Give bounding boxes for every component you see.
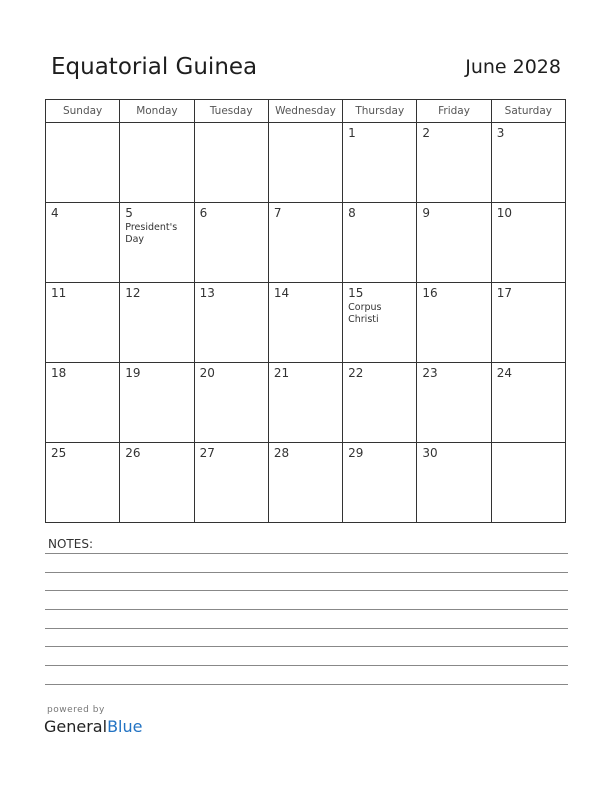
day-number: 19	[125, 366, 141, 380]
day-cell	[194, 203, 268, 283]
day-cell	[46, 203, 120, 283]
day-number: 7	[273, 206, 282, 220]
calendar-title: Equatorial Guinea	[51, 54, 258, 80]
brand-blue-text: Blue	[107, 717, 143, 736]
day-number: 21	[273, 366, 290, 380]
weekday-friday: Friday	[417, 100, 491, 123]
note-line	[45, 609, 568, 610]
day-number: 28	[273, 446, 290, 460]
day-number: 12	[125, 286, 141, 300]
day-cell	[194, 283, 268, 363]
day-number: 3	[496, 126, 505, 140]
day-number: 10	[496, 206, 512, 220]
day-cell	[194, 443, 268, 523]
day-number: 5	[125, 206, 133, 220]
day-cell	[417, 203, 491, 283]
day-number: 23	[422, 366, 438, 380]
day-cell	[46, 443, 120, 523]
note-line	[45, 590, 568, 591]
day-number: 25	[51, 446, 67, 460]
day-number: 30	[422, 446, 438, 460]
day-cell	[417, 283, 491, 363]
day-number: 29	[348, 446, 364, 460]
note-line	[45, 553, 568, 554]
week-row	[46, 443, 566, 523]
day-cell	[268, 203, 342, 283]
day-number: 15	[348, 286, 364, 300]
day-number: 6	[199, 206, 208, 220]
day-cell	[46, 363, 120, 443]
day-cell	[491, 363, 565, 443]
day-number: 9	[422, 206, 431, 220]
day-cell	[46, 283, 120, 363]
note-line	[45, 684, 568, 685]
calendar-grid	[45, 99, 566, 523]
note-line	[45, 665, 568, 666]
day-cell	[343, 443, 417, 523]
day-number: 27	[199, 446, 215, 460]
day-cell	[46, 123, 120, 203]
weekday-sunday: Sunday	[46, 100, 120, 123]
day-cell	[491, 443, 565, 523]
day-cell	[194, 123, 268, 203]
week-row	[46, 363, 566, 443]
day-number: 4	[51, 206, 59, 220]
weekday-saturday: Saturday	[491, 100, 565, 123]
day-cell	[343, 283, 417, 363]
note-line	[45, 628, 568, 629]
day-cell	[417, 123, 491, 203]
weekday-monday: Monday	[120, 100, 194, 123]
day-number: 20	[199, 366, 215, 380]
day-cell	[120, 443, 194, 523]
day-cell	[417, 363, 491, 443]
day-cell	[268, 443, 342, 523]
day-cell	[194, 363, 268, 443]
day-number: 8	[348, 206, 356, 220]
day-number: 16	[422, 286, 438, 300]
day-number: 1	[348, 126, 356, 140]
day-number: 18	[51, 366, 67, 380]
day-number: 14	[273, 286, 290, 300]
week-row	[46, 123, 566, 203]
weekday-wednesday: Wednesday	[268, 100, 342, 123]
note-line	[45, 646, 568, 647]
week-row	[46, 203, 566, 283]
weekday-tuesday: Tuesday	[194, 100, 268, 123]
day-number: 22	[348, 366, 364, 380]
generalblue-logo[interactable]	[44, 717, 142, 736]
day-cell	[343, 203, 417, 283]
day-number: 17	[496, 286, 512, 300]
week-row	[46, 283, 566, 363]
day-cell	[268, 283, 342, 363]
day-cell	[120, 363, 194, 443]
day-cell	[343, 363, 417, 443]
day-cell	[120, 123, 194, 203]
weekday-thursday: Thursday	[343, 100, 417, 123]
day-cell	[491, 203, 565, 283]
day-cell	[120, 203, 194, 283]
day-number: 26	[125, 446, 141, 460]
holiday-label: President's Day	[125, 222, 178, 245]
notes-label: NOTES:	[48, 537, 93, 551]
day-number: 11	[51, 286, 67, 300]
note-line	[45, 572, 568, 573]
day-cell	[491, 283, 565, 363]
brand-general-text: General	[44, 717, 108, 736]
day-cell	[268, 363, 342, 443]
day-number: 13	[199, 286, 215, 300]
weekday-header-row	[46, 100, 566, 123]
day-cell	[417, 443, 491, 523]
holiday-label: Corpus Christi	[348, 302, 382, 325]
day-number: 2	[422, 126, 431, 140]
day-cell	[120, 283, 194, 363]
day-cell	[268, 123, 342, 203]
day-cell	[343, 123, 417, 203]
powered-by-text: powered by	[47, 705, 105, 715]
day-number: 24	[496, 366, 512, 380]
month-year-label: June 2028	[465, 56, 561, 78]
day-cell	[491, 123, 565, 203]
